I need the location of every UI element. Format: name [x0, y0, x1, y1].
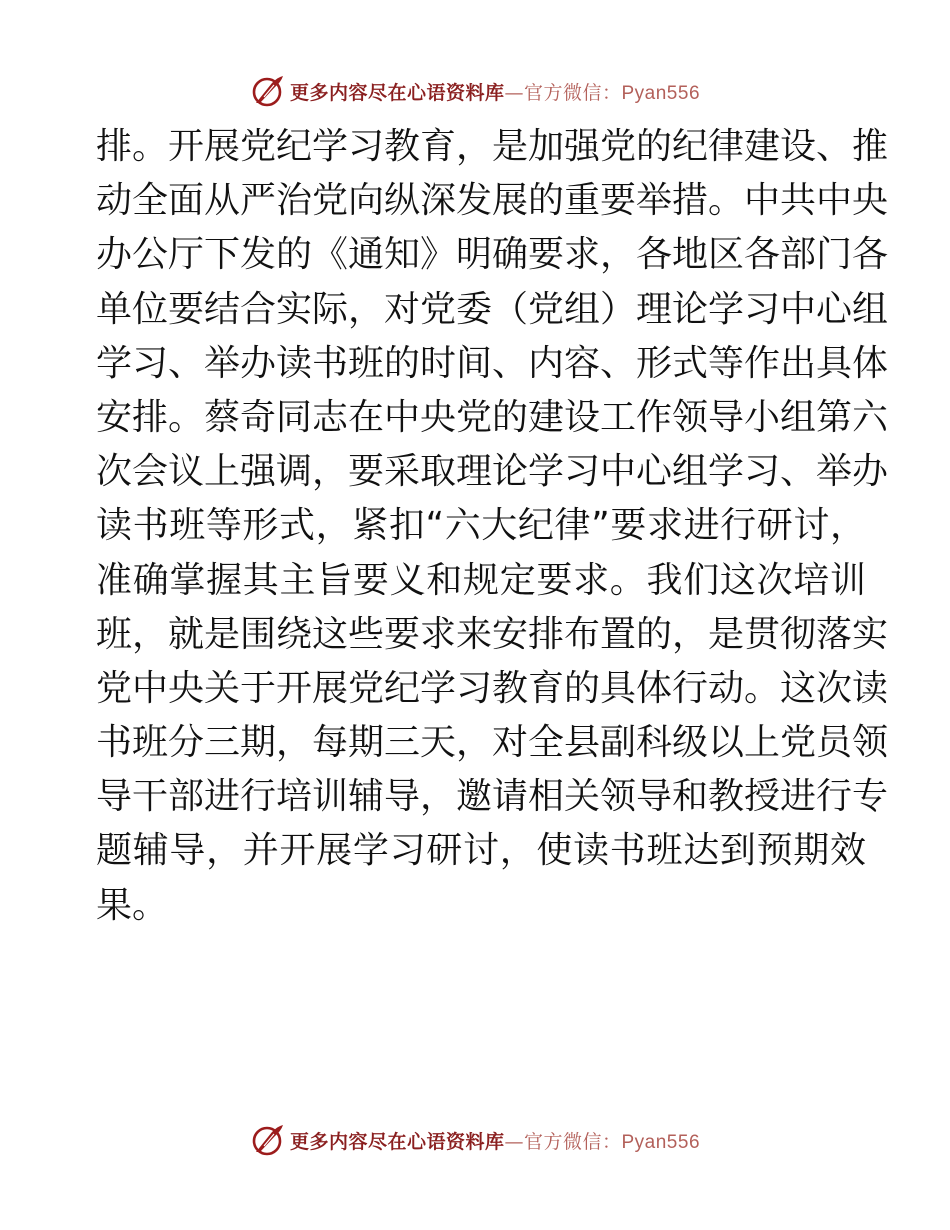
text-line: 班，就是围绕这些要求来安排布置的，是贯彻落实 — [96, 613, 889, 655]
watermark-wechat-label: 官方微信： — [523, 1130, 622, 1153]
text-line: 导干部进行培训辅导，邀请相关领导和教授进行专 — [96, 776, 889, 818]
text-line: 果。 — [96, 884, 169, 926]
text-line: 次会议上强调，要采取理论学习中心组学习、举办 — [96, 451, 889, 493]
quill-pen-logo-icon — [250, 73, 286, 109]
footer-watermark-text — [290, 1127, 700, 1154]
text-line: 读书班等形式，紧扣“六大纪律”要求进行研讨， — [96, 505, 866, 547]
text-line: 准确掌握其主旨要义和规定要求。我们这次培训 — [96, 559, 866, 601]
watermark-dash: — — [504, 81, 524, 104]
watermark-dash: — — [504, 1130, 524, 1153]
text-line: 党中央关于开展党纪学习教育的具体行动。这次读 — [96, 667, 889, 709]
header-watermark-text — [290, 78, 700, 105]
watermark-site-name: 更多内容尽在心语资料库 — [289, 81, 505, 104]
text-line: 单位要结合实际，对党委（党组）理论学习中心组 — [96, 288, 889, 330]
text-line: 办公厅下发的《通知》明确要求，各地区各部门各 — [96, 234, 889, 276]
footer-watermark — [0, 1120, 950, 1160]
watermark-wechat-id: Pyan556 — [621, 82, 701, 104]
header-watermark — [0, 71, 950, 111]
text-line: 题辅导，并开展学习研讨，使读书班达到预期效 — [96, 830, 866, 872]
quill-pen-logo-icon — [250, 1122, 286, 1158]
watermark-wechat-label: 官方微信： — [523, 81, 622, 104]
watermark-site-name: 更多内容尽在心语资料库 — [289, 1130, 505, 1153]
text-line: 书班分三期，每期三天，对全县副科级以上党员领 — [96, 722, 889, 764]
text-line: 安排。蔡奇同志在中央党的建设工作领导小组第六 — [96, 396, 889, 438]
text-line: 排。开展党纪学习教育，是加强党的纪律建设、推 — [96, 126, 889, 167]
document-body — [96, 120, 889, 933]
watermark-wechat-id: Pyan556 — [621, 1131, 701, 1153]
text-line: 动全面从严治党向纵深发展的重要举措。中共中央 — [96, 180, 889, 222]
text-line: 学习、举办读书班的时间、内容、形式等作出具体 — [96, 342, 889, 384]
